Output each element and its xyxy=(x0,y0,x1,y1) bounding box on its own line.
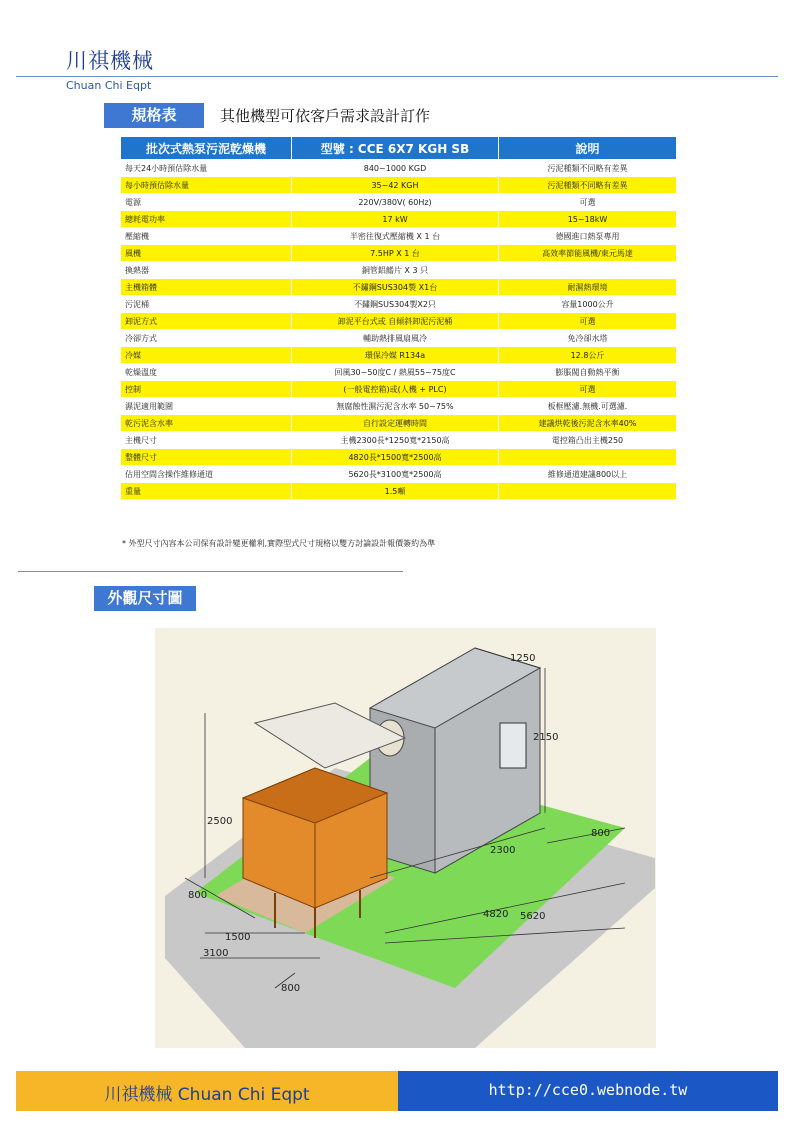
spec-table-row xyxy=(121,279,676,295)
spec-note-cell: 可選 xyxy=(499,194,676,210)
spec-value-cell: 5620長*3100寬*2500高 xyxy=(292,466,498,482)
spec-item-cell: 乾污泥含水率 xyxy=(121,415,291,431)
spec-value-cell: 半密往復式壓縮機 X 1 台 xyxy=(292,228,498,244)
spec-note-cell: 可選 xyxy=(499,313,676,329)
spec-item-cell: 風機 xyxy=(121,245,291,261)
dimension-label: 3100 xyxy=(203,948,229,959)
spec-note-cell: 維修通道建議800以上 xyxy=(499,466,676,482)
spec-item-cell: 壓縮機 xyxy=(121,228,291,244)
spec-item-cell: 重量 xyxy=(121,483,291,499)
spec-note-cell: 容量1000公升 xyxy=(499,296,676,312)
dimension-label: 4820 xyxy=(483,909,509,920)
spec-item-cell: 主機箱體 xyxy=(121,279,291,295)
spec-note-cell xyxy=(499,262,676,278)
spec-table-row xyxy=(121,364,676,380)
spec-table-row xyxy=(121,432,676,448)
dimension-label: 5620 xyxy=(520,911,546,922)
spec-value-cell: 銅管鋁鰭片 X 3 只 xyxy=(292,262,498,278)
spec-note-cell: 高效率節能風機/東元馬達 xyxy=(499,245,676,261)
spec-item-cell: 佔用空間含操作維修通道 xyxy=(121,466,291,482)
spec-table-row xyxy=(121,245,676,261)
spec-item-cell: 濕泥適用範圍 xyxy=(121,398,291,414)
spec-note-cell: 15~18kW xyxy=(499,211,676,227)
spec-value-cell: 1.5噸 xyxy=(292,483,498,499)
header-divider xyxy=(16,76,778,77)
spec-note-cell: 免冷卻水塔 xyxy=(499,330,676,346)
spec-value-cell: 不鏽鋼SUS304製 X1台 xyxy=(292,279,498,295)
spec-item-cell: 主機尺寸 xyxy=(121,432,291,448)
spec-value-cell: 回風30~50度C / 熱風55~75度C xyxy=(292,364,498,380)
spec-table-body xyxy=(121,160,676,499)
dimension-drawing-svg xyxy=(155,628,656,1048)
dimension-drawing xyxy=(155,628,656,1048)
spec-value-cell: 不鏽鋼SUS304製X2只 xyxy=(292,296,498,312)
spec-item-cell: 卸泥方式 xyxy=(121,313,291,329)
spec-note-cell: 污泥種類不同略有差異 xyxy=(499,160,676,176)
control-panel xyxy=(500,723,526,768)
spec-item-cell: 控制 xyxy=(121,381,291,397)
spec-table-row xyxy=(121,415,676,431)
spec-table-row xyxy=(121,398,676,414)
brand-title-en: Chuan Chi Eqpt xyxy=(66,79,152,92)
spec-value-cell: 35~42 KGH xyxy=(292,177,498,193)
spec-item-cell: 整體尺寸 xyxy=(121,449,291,465)
spec-value-cell: 7.5HP X 1 台 xyxy=(292,245,498,261)
spec-table xyxy=(120,136,677,500)
spec-table-row xyxy=(121,194,676,210)
spec-value-cell: 4820長*1500寬*2500高 xyxy=(292,449,498,465)
header-cell-product: 批次式熱泵污泥乾燥機 xyxy=(121,137,291,159)
spec-table-row xyxy=(121,296,676,312)
spec-item-cell: 換熱器 xyxy=(121,262,291,278)
spec-note-cell: 德國進口熱泵專用 xyxy=(499,228,676,244)
spec-note-cell xyxy=(499,483,676,499)
dimension-label: 1250 xyxy=(510,653,536,664)
spec-item-cell: 乾燥溫度 xyxy=(121,364,291,380)
spec-item-cell: 污泥桶 xyxy=(121,296,291,312)
spec-item-cell: 每小時預估除水量 xyxy=(121,177,291,193)
spec-value-cell: 自行設定運轉時間 xyxy=(292,415,498,431)
spec-note-cell xyxy=(499,449,676,465)
spec-table-row xyxy=(121,228,676,244)
dimension-section-label: 外觀尺寸圖 xyxy=(94,586,196,611)
dimension-label: 2150 xyxy=(533,732,559,743)
spec-note-cell: 耐濕熱環境 xyxy=(499,279,676,295)
spec-note-cell: 建議烘乾後污泥含水率40% xyxy=(499,415,676,431)
spec-section-label: 規格表 xyxy=(104,103,204,128)
spec-table-row xyxy=(121,313,676,329)
spec-section-note: 其他機型可依客戶需求設計訂作 xyxy=(220,107,431,125)
header-cell-notes: 說明 xyxy=(499,137,676,159)
spec-note-cell: 電控箱凸出主機250 xyxy=(499,432,676,448)
spec-value-cell: 無腐蝕性濕污泥含水率 50~75% xyxy=(292,398,498,414)
spec-table-row xyxy=(121,177,676,193)
spec-value-cell: 環保冷媒 R134a xyxy=(292,347,498,363)
dimension-label: 1500 xyxy=(225,932,251,943)
brand-title-cn: 川祺機械 xyxy=(66,49,154,73)
spec-table-header xyxy=(121,137,676,159)
spec-table-row xyxy=(121,449,676,465)
section-divider xyxy=(18,571,403,572)
dimension-label: 800 xyxy=(188,890,208,901)
header-cell-model: 型號 : CCE 6X7 KGH SB xyxy=(292,137,498,159)
spec-value-cell: 840~1000 KGD xyxy=(292,160,498,176)
dimension-label: 800 xyxy=(281,983,301,994)
spec-value-cell: 輔助熱排風扇風冷 xyxy=(292,330,498,346)
spec-item-cell: 電源 xyxy=(121,194,291,210)
spec-table-row xyxy=(121,466,676,482)
spec-table-row xyxy=(121,483,676,499)
spec-table-row xyxy=(121,160,676,176)
spec-item-cell: 冷卻方式 xyxy=(121,330,291,346)
spec-note-cell: 板框壓濾.無機.可選濾. xyxy=(499,398,676,414)
spec-note-cell: 膨脹閥自動熱平衡 xyxy=(499,364,676,380)
footnote: * 外型尺寸內容本公司保有設計變更權利,實際型式尺寸規格以雙方討論設計報價簽約為準 xyxy=(122,539,436,548)
spec-table-row xyxy=(121,262,676,278)
footer-url-link[interactable]: http://cce0.webnode.tw xyxy=(488,1081,688,1099)
spec-value-cell: 卸泥平台式或 自傾斜卸泥污泥桶 xyxy=(292,313,498,329)
spec-table-row xyxy=(121,211,676,227)
spec-table-row xyxy=(121,347,676,363)
spec-note-cell: 12.8公斤 xyxy=(499,347,676,363)
footer-brand-bar xyxy=(16,1071,398,1111)
footer-url-bar xyxy=(398,1071,778,1111)
spec-value-cell: 主機2300長*1250寬*2150高 xyxy=(292,432,498,448)
spec-table-row xyxy=(121,330,676,346)
spec-value-cell: 220V/380V( 60Hz) xyxy=(292,194,498,210)
dimension-label: 800 xyxy=(591,828,611,839)
spec-table-row xyxy=(121,381,676,397)
spec-value-cell: (一般電控箱)或(人機 + PLC) xyxy=(292,381,498,397)
spec-value-cell: 17 kW xyxy=(292,211,498,227)
spec-note-cell: 可選 xyxy=(499,381,676,397)
dimension-label: 2500 xyxy=(207,816,233,827)
spec-note-cell: 污泥種類不同略有差異 xyxy=(499,177,676,193)
spec-item-cell: 總耗電功率 xyxy=(121,211,291,227)
spec-item-cell: 每天24小時預估除水量 xyxy=(121,160,291,176)
spec-item-cell: 冷媒 xyxy=(121,347,291,363)
footer-brand: 川祺機械 Chuan Chi Eqpt xyxy=(104,1085,310,1105)
dimension-label: 2300 xyxy=(490,845,516,856)
